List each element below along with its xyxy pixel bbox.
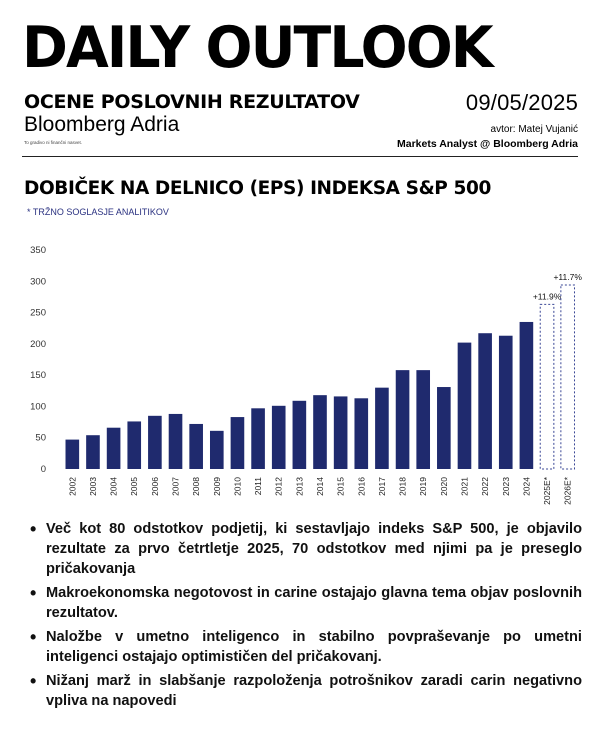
author-line: avtor: Matej Vujanić	[490, 124, 578, 135]
x-tick-label: 2015	[335, 477, 346, 496]
x-tick-label: 2024	[521, 477, 532, 496]
x-tick-label: 2006	[149, 477, 160, 496]
x-tick-label: 2023	[500, 477, 511, 496]
bar-data-label: +11.7%	[553, 272, 582, 283]
bar	[313, 395, 327, 469]
bar	[396, 370, 410, 469]
bar	[458, 343, 472, 469]
report-subtitle: OCENE POSLOVNIH REZULTATOV	[24, 91, 360, 113]
chart-title: DOBIČEK NA DELNICO (EPS) INDEKSA S&P 500	[24, 178, 491, 199]
bar	[354, 398, 368, 469]
bar	[293, 401, 307, 469]
brand-name: Bloomberg Adria	[24, 113, 180, 136]
x-tick-label: 2019	[418, 477, 429, 496]
bar	[334, 396, 348, 469]
bar	[231, 417, 245, 469]
bar	[86, 435, 100, 469]
bar	[272, 406, 286, 469]
bar	[520, 322, 534, 469]
report-date: 09/05/2025	[465, 90, 578, 115]
bar-estimate	[540, 304, 554, 469]
bullet-item: • Naložbe v umetno inteligenco in stabilno povpraševanje po umetni inteligenci ostajajo optimističen del pričakovanj.	[30, 627, 582, 667]
x-tick-label: 2025E*	[542, 477, 553, 505]
bar	[189, 424, 203, 469]
page-title: DAILY OUTLOOK	[22, 15, 492, 81]
y-tick-label: 150	[30, 370, 46, 382]
x-tick-label: 2020	[438, 477, 449, 496]
y-tick-label: 200	[30, 338, 46, 350]
x-tick-label: 2003	[87, 477, 98, 496]
bar	[416, 370, 430, 469]
x-tick-label: 2002	[67, 477, 78, 496]
x-tick-label: 2009	[211, 477, 222, 496]
x-tick-label: 2013	[294, 477, 305, 496]
bar	[66, 440, 80, 469]
key-points-list	[30, 519, 582, 715]
x-tick-label: 2018	[397, 477, 408, 496]
chart-footnote: * TRŽNO SOGLASJE ANALITIKOV	[27, 207, 169, 217]
x-tick-label: 2010	[232, 477, 243, 496]
y-tick-label: 0	[40, 464, 46, 475]
x-tick-label: 2022	[480, 477, 491, 496]
bullet-item: • Nižanj marž in slabšanje razpoloženja potrošnikov zaradi carin negativno vpliva na napovedi	[30, 671, 582, 711]
x-tick-label: 2017	[376, 477, 387, 496]
bar	[499, 336, 513, 469]
y-tick-label: 50	[35, 432, 46, 444]
x-tick-label: 2011	[253, 477, 264, 496]
bar	[148, 416, 162, 469]
x-tick-label: 2012	[273, 477, 284, 496]
x-tick-label: 2004	[108, 477, 119, 496]
bar	[210, 431, 224, 469]
bar	[437, 387, 451, 469]
bullet-item: • Makroekonomska negotovost in carine ostajajo glavna tema objav poslovnih rezultatov.	[30, 583, 582, 623]
bullet-item: • Več kot 80 odstotkov podjetij, ki sestavljajo indeks S&P 500, je objavilo rezultate za prvo četrtletje 2025, 70 odstotkov med njimi pa je preseglo pričakovanja	[30, 519, 582, 579]
disclaimer-note: To gradivo ni finančni nasvet.	[24, 140, 83, 145]
y-tick-label: 300	[30, 276, 46, 288]
bar	[375, 388, 389, 469]
bar	[251, 408, 265, 469]
eps-bar-chart	[0, 230, 600, 515]
x-tick-label: 2021	[459, 477, 470, 496]
x-tick-label: 2008	[191, 477, 202, 496]
y-tick-label: 100	[30, 401, 46, 413]
x-tick-label: 2007	[170, 477, 181, 496]
bar	[478, 333, 492, 469]
bar	[169, 414, 183, 469]
y-tick-label: 350	[30, 245, 46, 256]
header-divider	[22, 156, 578, 157]
bar	[127, 421, 141, 469]
y-tick-label: 250	[30, 307, 46, 319]
bar-estimate	[561, 285, 575, 469]
x-tick-label: 2005	[129, 477, 140, 496]
bar-data-label: +11.9%	[532, 291, 562, 302]
x-tick-label: 2014	[315, 477, 325, 496]
x-tick-label: 2016	[356, 477, 367, 496]
x-tick-label: 2026E*	[562, 477, 573, 505]
bar	[107, 428, 121, 469]
author-role: Markets Analyst @ Bloomberg Adria	[396, 138, 578, 150]
